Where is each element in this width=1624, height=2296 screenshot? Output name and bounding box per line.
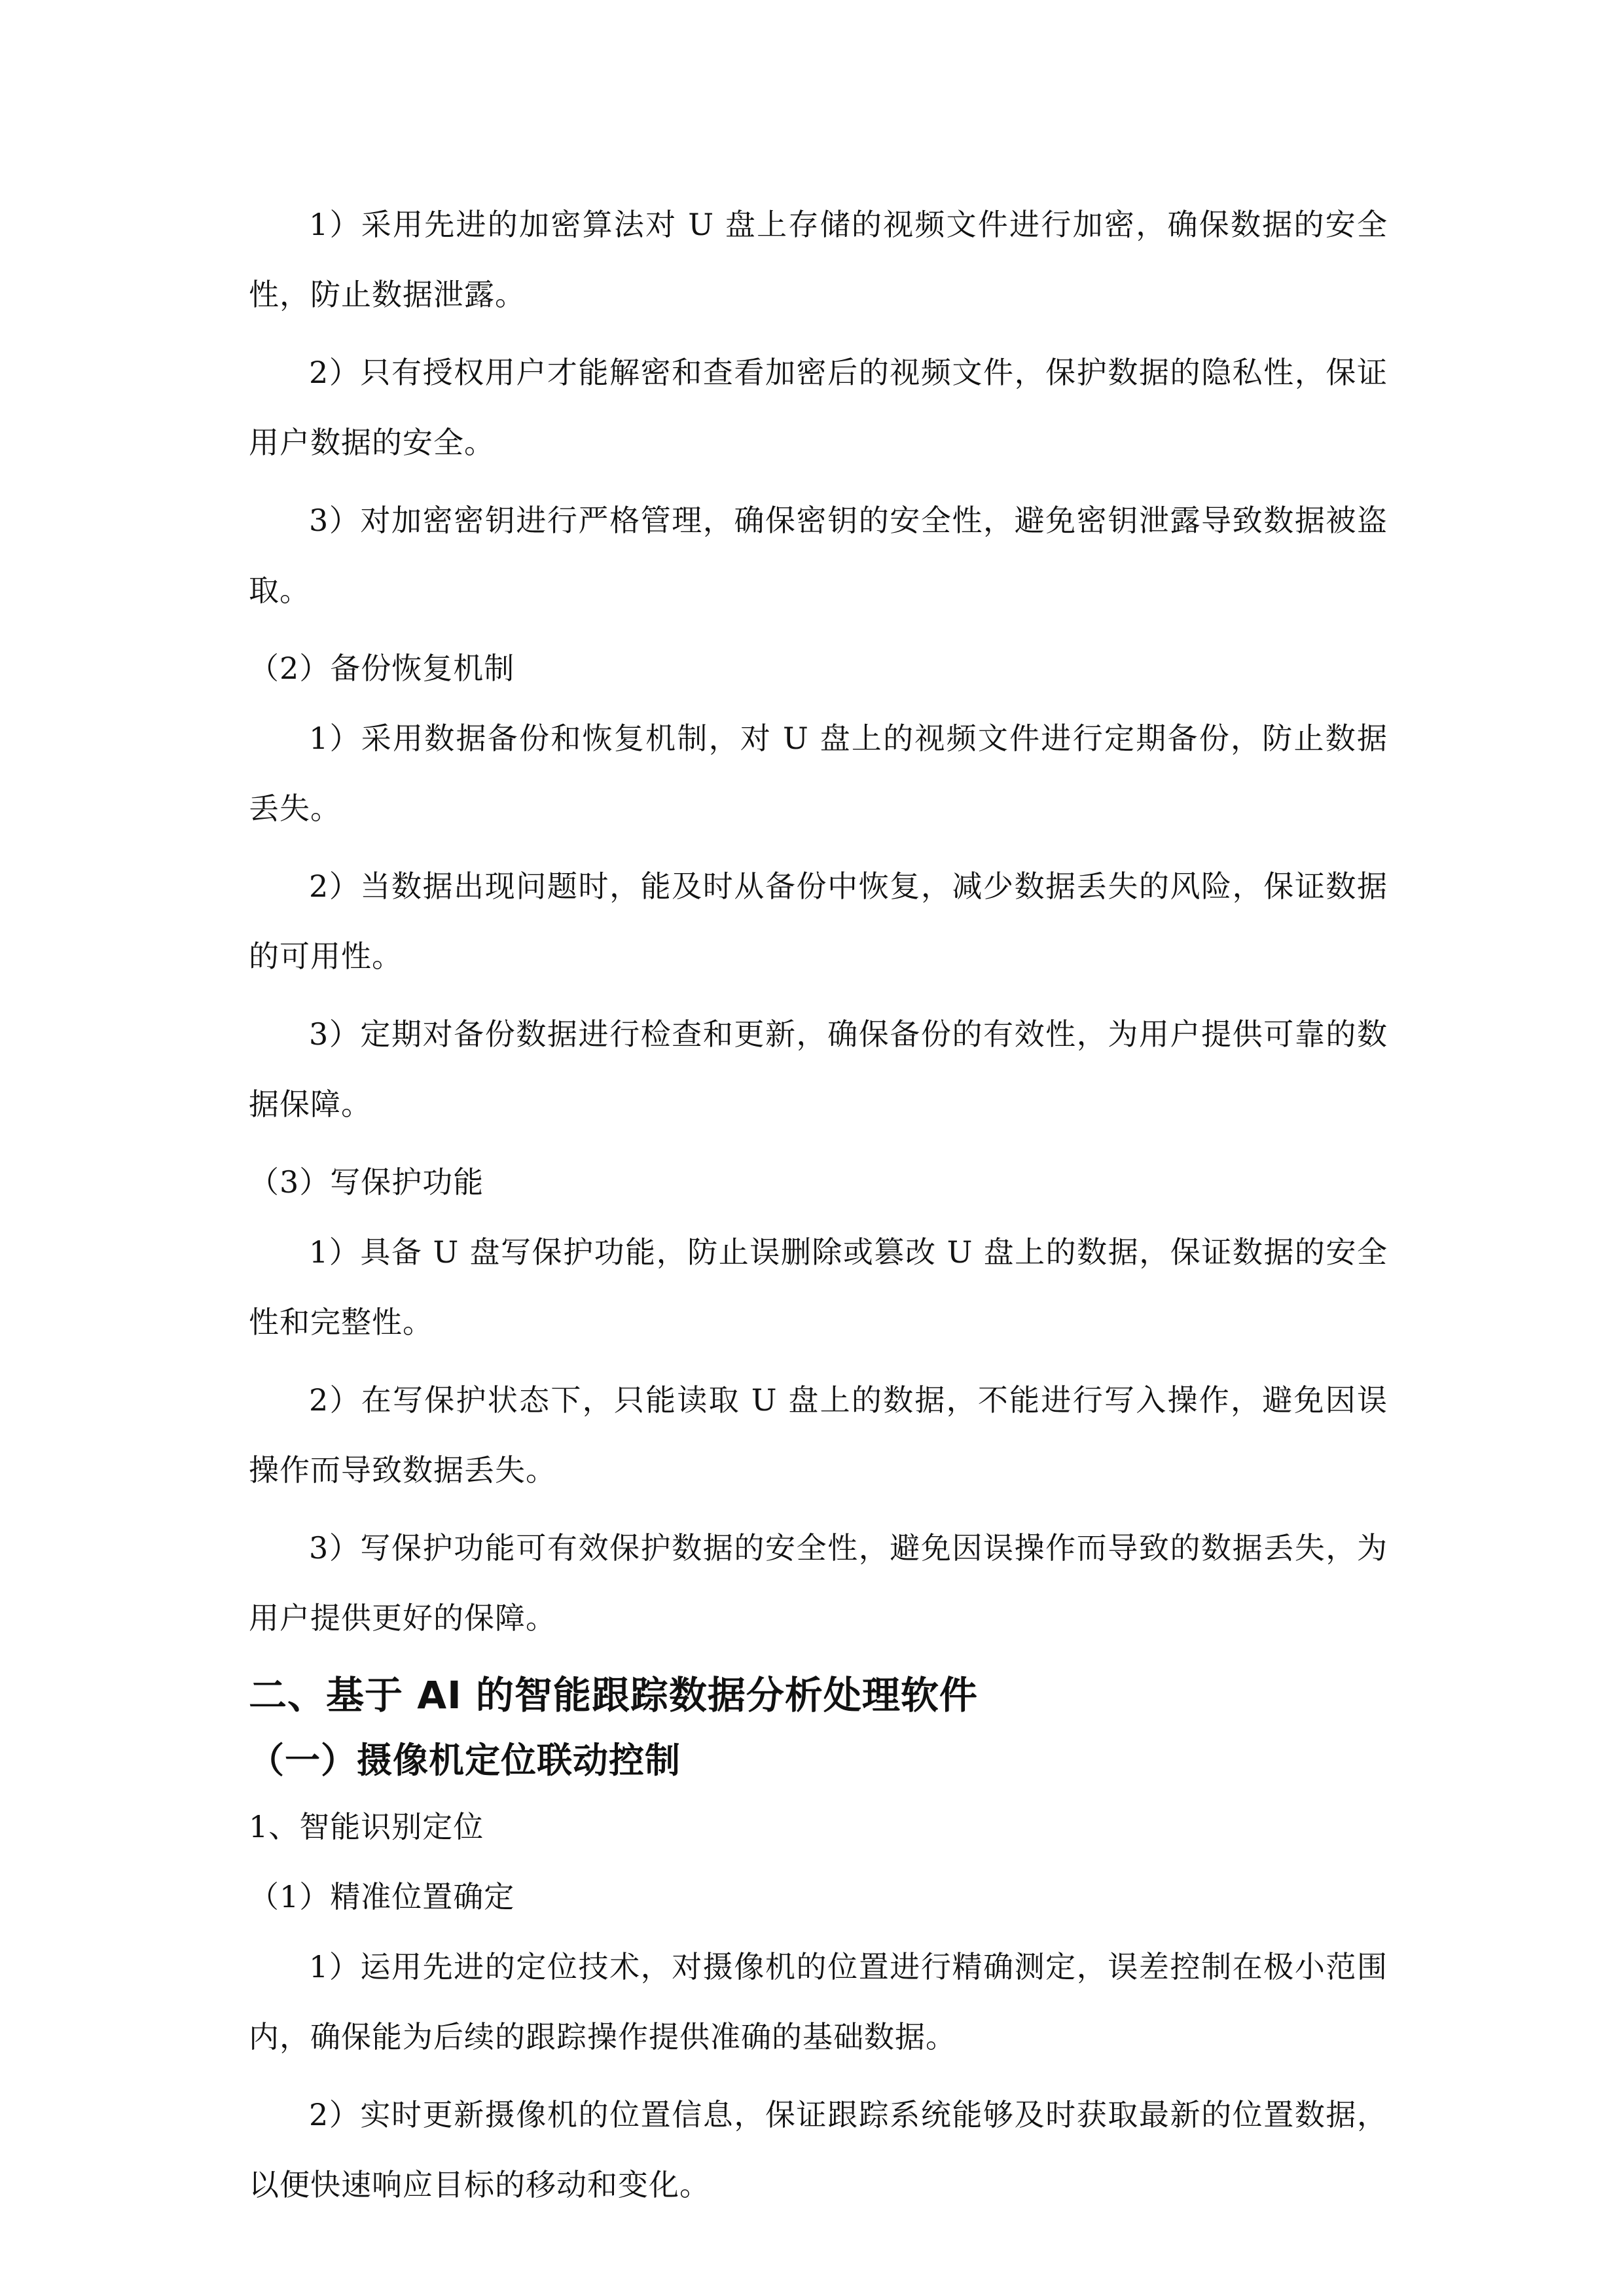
subheading-backup: （2）备份恢复机制 <box>249 651 515 686</box>
paragraph-position-2: 2）实时更新摄像机的位置信息，保证跟踪系统能够及时获取最新的位置数据，以便快速响应目标的移动和变化。 <box>249 2097 1388 2202</box>
subheading-write-protect: （3）写保护功能 <box>249 1164 484 1200</box>
document-page <box>249 190 1388 2228</box>
subheading-precise-position: （1）精准位置确定 <box>249 1879 515 1914</box>
paragraph-write-protect-3: 3）写保护功能可有效保护数据的安全性，避免因误操作而导致的数据丢失，为用户提供更好的保障。 <box>249 1530 1388 1636</box>
section-heading-camera-control: （一）摄像机定位联动控制 <box>249 1740 681 1781</box>
paragraph-encryption-1: 1）采用先进的加密算法对 U 盘上存储的视频文件进行加密，确保数据的安全性，防止数据泄露。 <box>249 207 1388 312</box>
paragraph-write-protect-2: 2）在写保护状态下，只能读取 U 盘上的数据，不能进行写入操作，避免因误操作而导致数据丢失。 <box>249 1382 1388 1488</box>
paragraph-backup-2: 2）当数据出现问题时，能及时从备份中恢复，减少数据丢失的风险，保证数据的可用性。 <box>249 869 1388 974</box>
subheading-smart-positioning: 1、智能识别定位 <box>249 1809 484 1844</box>
section-heading-ai-software: 二、基于 AI 的智能跟踪数据分析处理软件 <box>249 1673 978 1717</box>
paragraph-backup-3: 3）定期对备份数据进行检查和更新，确保备份的有效性，为用户提供可靠的数据保障。 <box>249 1016 1388 1122</box>
paragraph-encryption-2: 2）只有授权用户才能解密和查看加密后的视频文件，保护数据的隐私性，保证用户数据的安全。 <box>249 355 1388 460</box>
paragraph-position-1: 1）运用先进的定位技术，对摄像机的位置进行精确测定，误差控制在极小范围内，确保能为后续的跟踪操作提供准确的基础数据。 <box>249 1949 1388 2054</box>
paragraph-encryption-3: 3）对加密密钥进行严格管理，确保密钥的安全性，避免密钥泄露导致数据被盗取。 <box>249 503 1388 608</box>
paragraph-write-protect-1: 1）具备 U 盘写保护功能，防止误删除或篡改 U 盘上的数据，保证数据的安全性和完整性。 <box>249 1234 1388 1340</box>
paragraph-backup-1: 1）采用数据备份和恢复机制，对 U 盘上的视频文件进行定期备份，防止数据丢失。 <box>249 721 1388 826</box>
